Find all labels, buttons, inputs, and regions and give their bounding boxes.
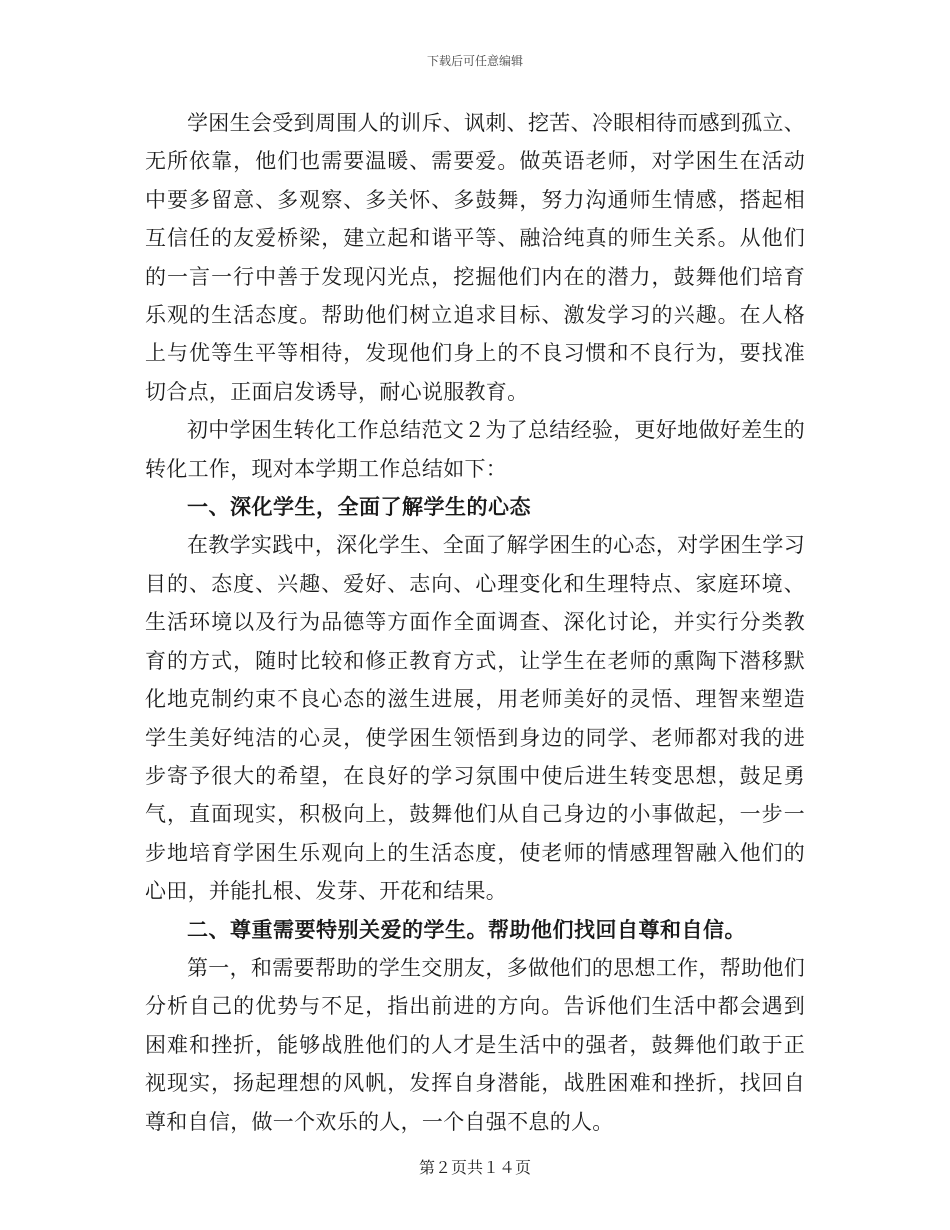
paragraph-teaching-practice: 在教学实践中，深化学生、全面了解学困生的心态，对学困生学习目的、态度、兴趣、爱好、志向、心理变化和生理特点、家庭环境、生活环境以及行为品德等方面作全面调查、深化讨论，并实行分类教育的方式，随时比较和修正教育方式，让学生在老师的熏陶下潜移默化地克制约束不良心态的滋生进展，用老师美好的灵悟、理智来塑造学生美好纯洁的心灵，使学困生领悟到身边的同学、老师都对我的进步寄予很大的希望，在良好的学习氛围中使后进生转变思想，鼓足勇气，直面现实，积极向上，鼓舞他们从自己身边的小事做起，一步一步地培育学困生乐观向上的生活态度，使老师的情感理智融入他们的心田，并能扎根、发芽、开花和结果。 (145, 533, 805, 904)
section-heading-2: 二、尊重需要特别关爱的学生。帮助他们找回自尊和自信。 (187, 917, 746, 942)
page-footer: 第２页共１４页 (418, 1158, 531, 1177)
document-body (145, 104, 805, 1141)
paragraph-make-friends: 第一，和需要帮助的学生交朋友，多做他们的思想工作，帮助他们分析自己的优势与不足，指出前进的方向。告诉他们生活中都会遇到困难和挫折，能够战胜他们的人才是生活中的强者，鼓舞他们敢于正视现实，扬起理想的风帆，发挥自身潜能，战胜困难和挫折，找回自尊和自信，做一个欢乐的人，一个自强不息的人。 (145, 955, 805, 1134)
paragraph-summary-intro: 初中学困生转化工作总结范文２为了总结经验，更好地做好差生的转化工作，现对本学期工作总结如下： (145, 418, 805, 481)
page-header: 下载后可任意编辑 (426, 54, 523, 68)
paragraph-student-care: 学困生会受到周围人的训斥、讽刺、挖苦、冷眼相待而感到孤立、无所依靠，他们也需要温暖、需要爱。做英语老师，对学困生在活动中要多留意、多观察、多关怀、多鼓舞，努力沟通师生情感，搭起相互信任的友爱桥梁，建立起和谐平等、融洽纯真的师生关系。从他们的一言一行中善于发现闪光点，挖掘他们内在的潜力，鼓舞他们培育乐观的生活态度。帮助他们树立追求目标、激发学习的兴趣。在人格上与优等生平等相待，发现他们身上的不良习惯和不良行为，要找准切合点，正面启发诱导，耐心说服教育。 (145, 111, 805, 404)
section-heading-1: 一、深化学生，全面了解学生的心态 (187, 495, 531, 520)
